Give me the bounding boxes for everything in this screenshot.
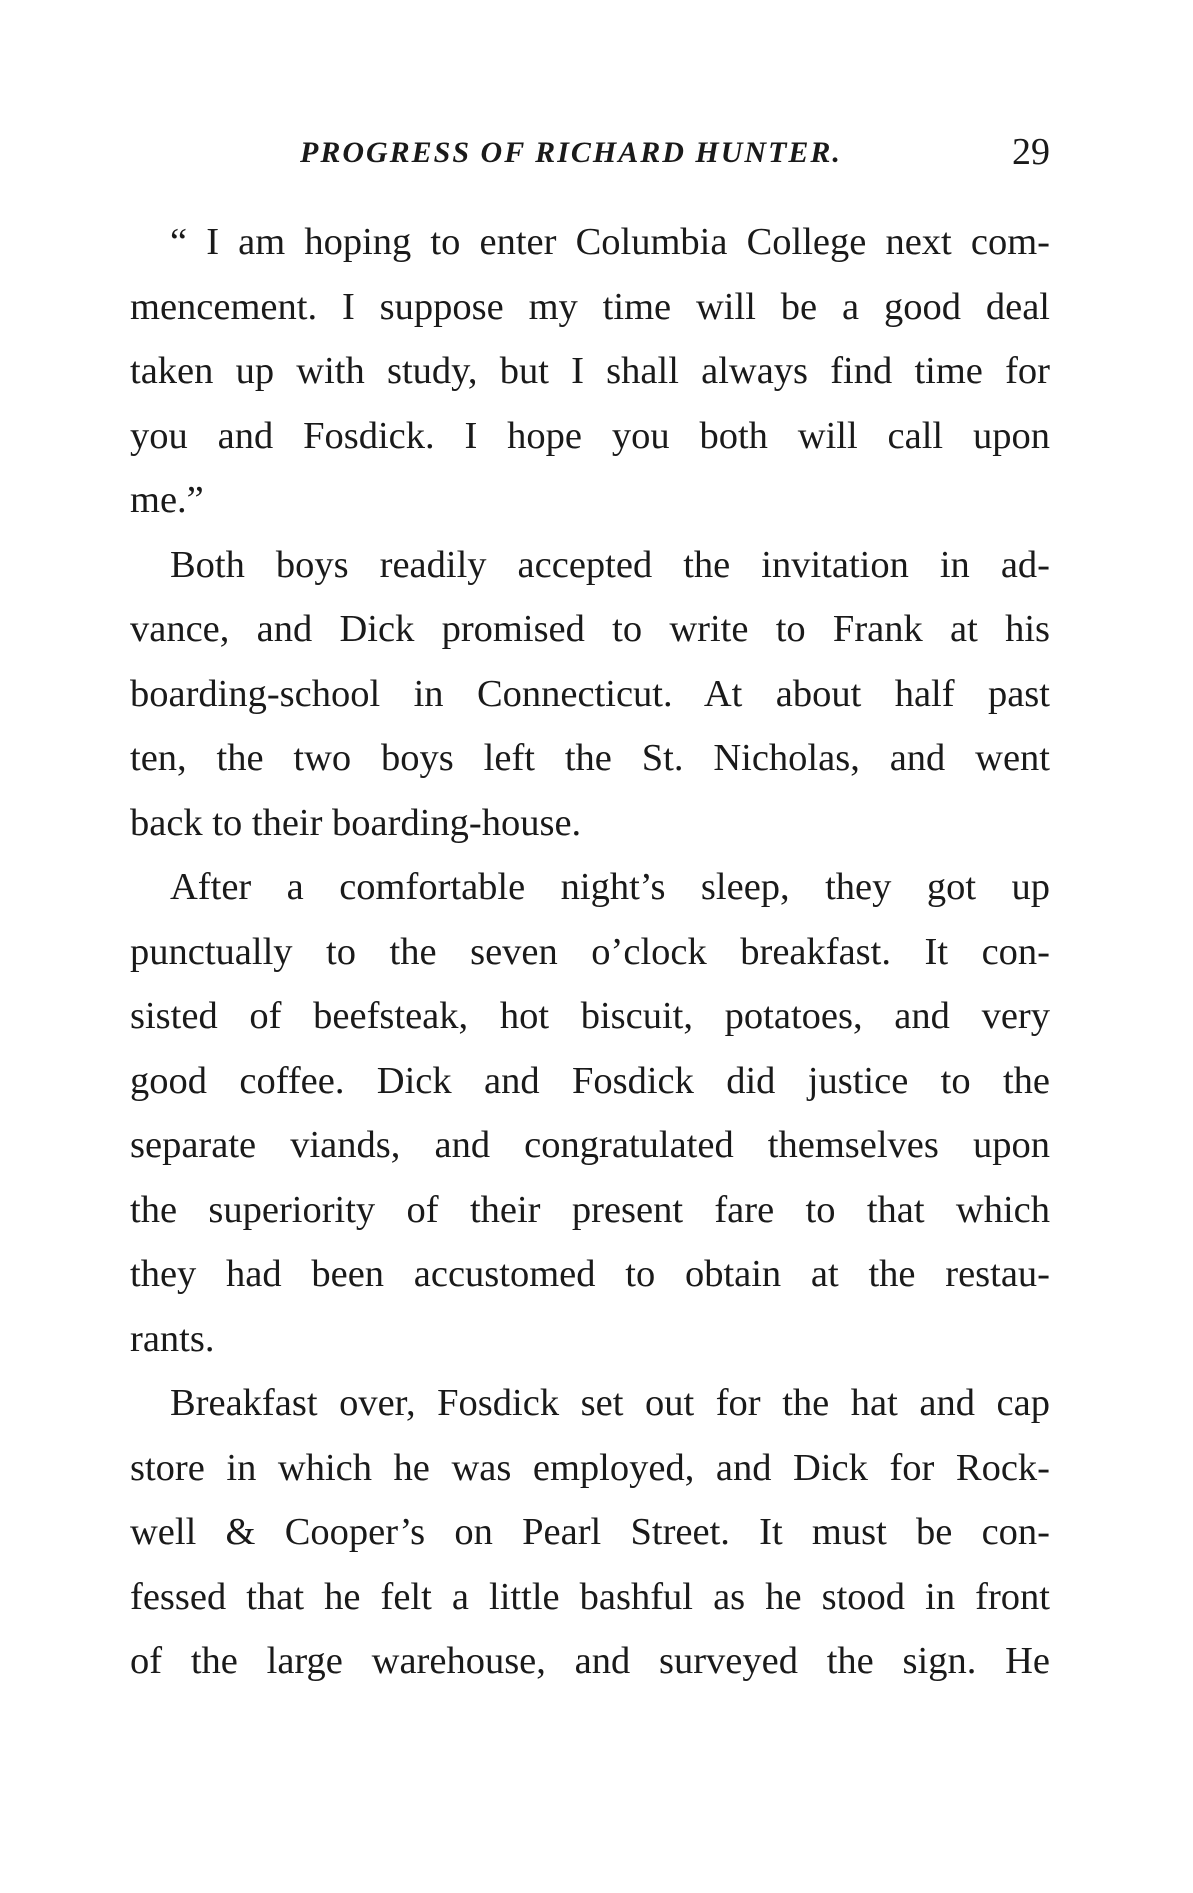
text-line: Both boys readily accepted the invitation in ad- xyxy=(170,543,1050,586)
text-line: separate viands, and congratulated themselves upon xyxy=(130,1124,1050,1166)
text-line: sisted of beefsteak, hot biscuit, potatoes, and very xyxy=(130,995,1050,1037)
text-line: fessed that he felt a little bashful as he stood in front xyxy=(130,1575,1050,1618)
body-text xyxy=(130,210,1050,1694)
paragraph-1 xyxy=(130,210,1050,533)
text-line: rants. xyxy=(130,1317,215,1360)
text-line: good coffee. Dick and Fosdick did justice to the xyxy=(130,1059,1050,1102)
text-line: back to their boarding-house. xyxy=(130,801,582,844)
text-line: “ I am hoping to enter Columbia College next com- xyxy=(170,221,1050,263)
text-line: ten, the two boys left the St. Nicholas, and went xyxy=(130,737,1050,779)
running-title: PROGRESS OF RICHARD HUNTER. xyxy=(300,136,842,169)
text-line: store in which he was employed, and Dick for Rock- xyxy=(130,1446,1050,1489)
paragraph-3 xyxy=(130,855,1050,1371)
text-line: me.” xyxy=(130,479,204,521)
paragraph-2 xyxy=(130,533,1050,856)
text-line: mencement. I suppose my time will be a good deal xyxy=(130,285,1050,328)
text-line: boarding-school in Connecticut. At about half past xyxy=(130,672,1050,715)
text-line: vance, and Dick promised to write to Frank at his xyxy=(130,608,1050,650)
text-line: well & Cooper’s on Pearl Street. It must be con- xyxy=(130,1511,1050,1553)
text-line: Breakfast over, Fosdick set out for the hat and cap xyxy=(170,1382,1050,1424)
paragraph-4 xyxy=(130,1371,1050,1694)
text-line: of the large warehouse, and surveyed the sign. He xyxy=(130,1640,1050,1682)
text-line: After a comfortable night’s sleep, they got up xyxy=(170,866,1050,908)
running-head xyxy=(130,128,1050,178)
text-line: you and Fosdick. I hope you both will call upon xyxy=(130,414,1050,457)
text-line: taken up with study, but I shall always find time for xyxy=(130,350,1050,392)
text-line: they had been accustomed to obtain at the restau- xyxy=(130,1253,1050,1295)
page-number: 29 xyxy=(1012,131,1050,173)
text-line: the superiority of their present fare to that which xyxy=(130,1188,1050,1231)
text-line: punctually to the seven o’clock breakfast. It con- xyxy=(130,930,1050,973)
